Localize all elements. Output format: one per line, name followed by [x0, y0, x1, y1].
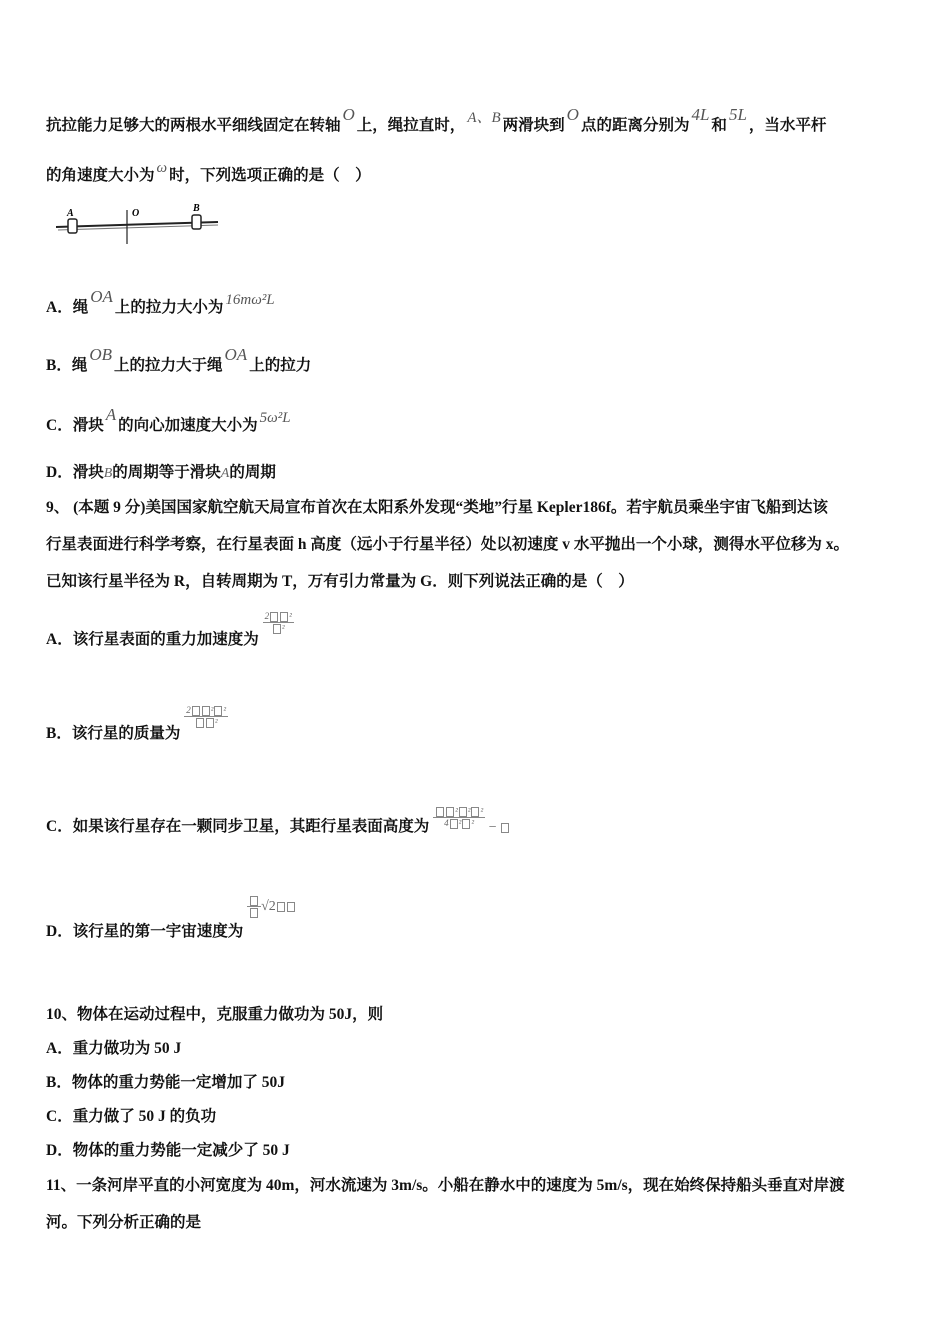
q9-stem-line-3: 已知该行星半径为 R，自转周期为 T，万有引力常量为 G．则下列说法正确的是（ ）	[46, 573, 634, 590]
option-text: 的周期等于滑块	[112, 464, 221, 481]
symbol-ob: OB	[89, 345, 113, 364]
q9-option-d: D．该行星的第一宇宙速度为 √2	[46, 919, 296, 944]
q11-stem-line-2: 河。下列分析正确的是	[46, 1214, 202, 1231]
q8-text: 的角速度大小为	[46, 167, 155, 184]
q8-option-b	[46, 345, 312, 375]
q8-stem-line-1	[46, 105, 827, 135]
symbol-o: O	[342, 105, 355, 124]
expr-c: 5ω²L	[259, 410, 291, 426]
symbol-a: A	[220, 466, 230, 481]
option-label: A．绳	[46, 299, 89, 316]
label-b: B	[193, 203, 200, 214]
option-text: B．该行星的质量为	[46, 725, 181, 742]
option-text: 上的拉力	[249, 357, 312, 374]
q10-option-a: A．重力做功为 50 J	[46, 1040, 182, 1057]
symbol-4l: 4L	[691, 105, 710, 124]
symbol-oa: OA	[224, 345, 248, 364]
symbol-5l: 5L	[728, 105, 747, 124]
option-text: C．如果该行星存在一颗同步卫星，其距行星表面高度为	[46, 818, 430, 835]
symbol-a: A	[105, 405, 117, 424]
formula-b-image: $\frac{\text{2 ² ²}}{\text{²}}$	[186, 705, 227, 727]
label-o: O	[132, 208, 140, 219]
q8-option-d	[46, 460, 276, 482]
option-text: D．该行星的第一宇宙速度为	[46, 923, 244, 940]
q8-text: ，当水平杆	[748, 117, 827, 134]
q8-option-a	[46, 287, 277, 317]
q8-option-c	[46, 405, 293, 435]
option-text: 的周期	[229, 464, 276, 481]
q8-text: 和	[711, 117, 727, 134]
slider-b	[192, 215, 201, 229]
option-label: C．滑块	[46, 417, 104, 434]
symbol-b: B	[103, 466, 113, 481]
option-text: 的向心加速度大小为	[118, 417, 258, 434]
q10-option-c: C．重力做了 50 J 的负功	[46, 1108, 217, 1125]
formula-a-image: $\frac{\text{2 ²}}{\text{²}}$	[264, 611, 292, 633]
expr-a: 16mω²L	[225, 292, 275, 308]
q8-text: 点的距离分别为	[580, 117, 690, 134]
rod-figure	[56, 200, 221, 246]
q9-stem-line-1: 9、 (本题 9 分)美国国家航空航天局宣布首次在太阳系外发现“类地”行星 Kepler186f。若宇航员乘坐宇宙飞船到达该	[46, 499, 828, 516]
q8-text: 抗拉能力足够大的两根水平细线固定在转轴	[46, 117, 341, 134]
formula-c-image: $\frac{\text{² ² ²}}{\text{4 ² ²}}$	[433, 806, 485, 829]
q8-text: 上，绳拉直时，	[356, 117, 466, 134]
q11-stem-line-1: 11、一条河岸平直的小河宽度为 40m，河水流速为 3m/s。小船在静水中的速度为 5m/s，现在始终保持船头垂直对岸渡	[46, 1177, 845, 1194]
q8-text: 两滑块到	[502, 117, 565, 134]
symbol-oa: OA	[90, 287, 113, 306]
symbol-ab: A、B	[467, 110, 501, 126]
option-label: D．滑块	[46, 464, 104, 481]
symbol-omega: ω	[156, 160, 168, 176]
formula-d-image	[247, 895, 261, 918]
option-text: 上的拉力大小为	[114, 299, 224, 316]
q9-option-a	[46, 611, 294, 652]
label-a: A	[67, 208, 74, 219]
option-text: 上的拉力大于绳	[114, 357, 223, 374]
slider-a	[68, 219, 77, 233]
q9-option-c: C．如果该行星存在一颗同步卫星，其距行星表面高度为 $\frac{\text{² ² ²}}{\text{4 ² ²}}$ −	[46, 814, 510, 839]
q9-option-b	[46, 705, 228, 746]
q8-text: 时，下列选项正确的是（ ）	[169, 167, 371, 184]
q8-stem-line-2	[46, 160, 371, 185]
option-label: B．绳	[46, 357, 88, 374]
q10-option-b: B．物体的重力势能一定增加了 50J	[46, 1074, 285, 1091]
symbol-o: O	[566, 105, 579, 124]
q9-stem-line-2: 行星表面进行科学考察，在行星表面 h 高度（远小于行星半径）处以初速度 v 水平抛出一个小球，测得水平位移为 x。	[46, 536, 849, 553]
q10-option-d: D．物体的重力势能一定减少了 50 J	[46, 1142, 290, 1159]
option-text: A．该行星表面的重力加速度为	[46, 631, 259, 648]
q10-stem: 10、物体在运动过程中，克服重力做功为 50J，则	[46, 1006, 384, 1023]
